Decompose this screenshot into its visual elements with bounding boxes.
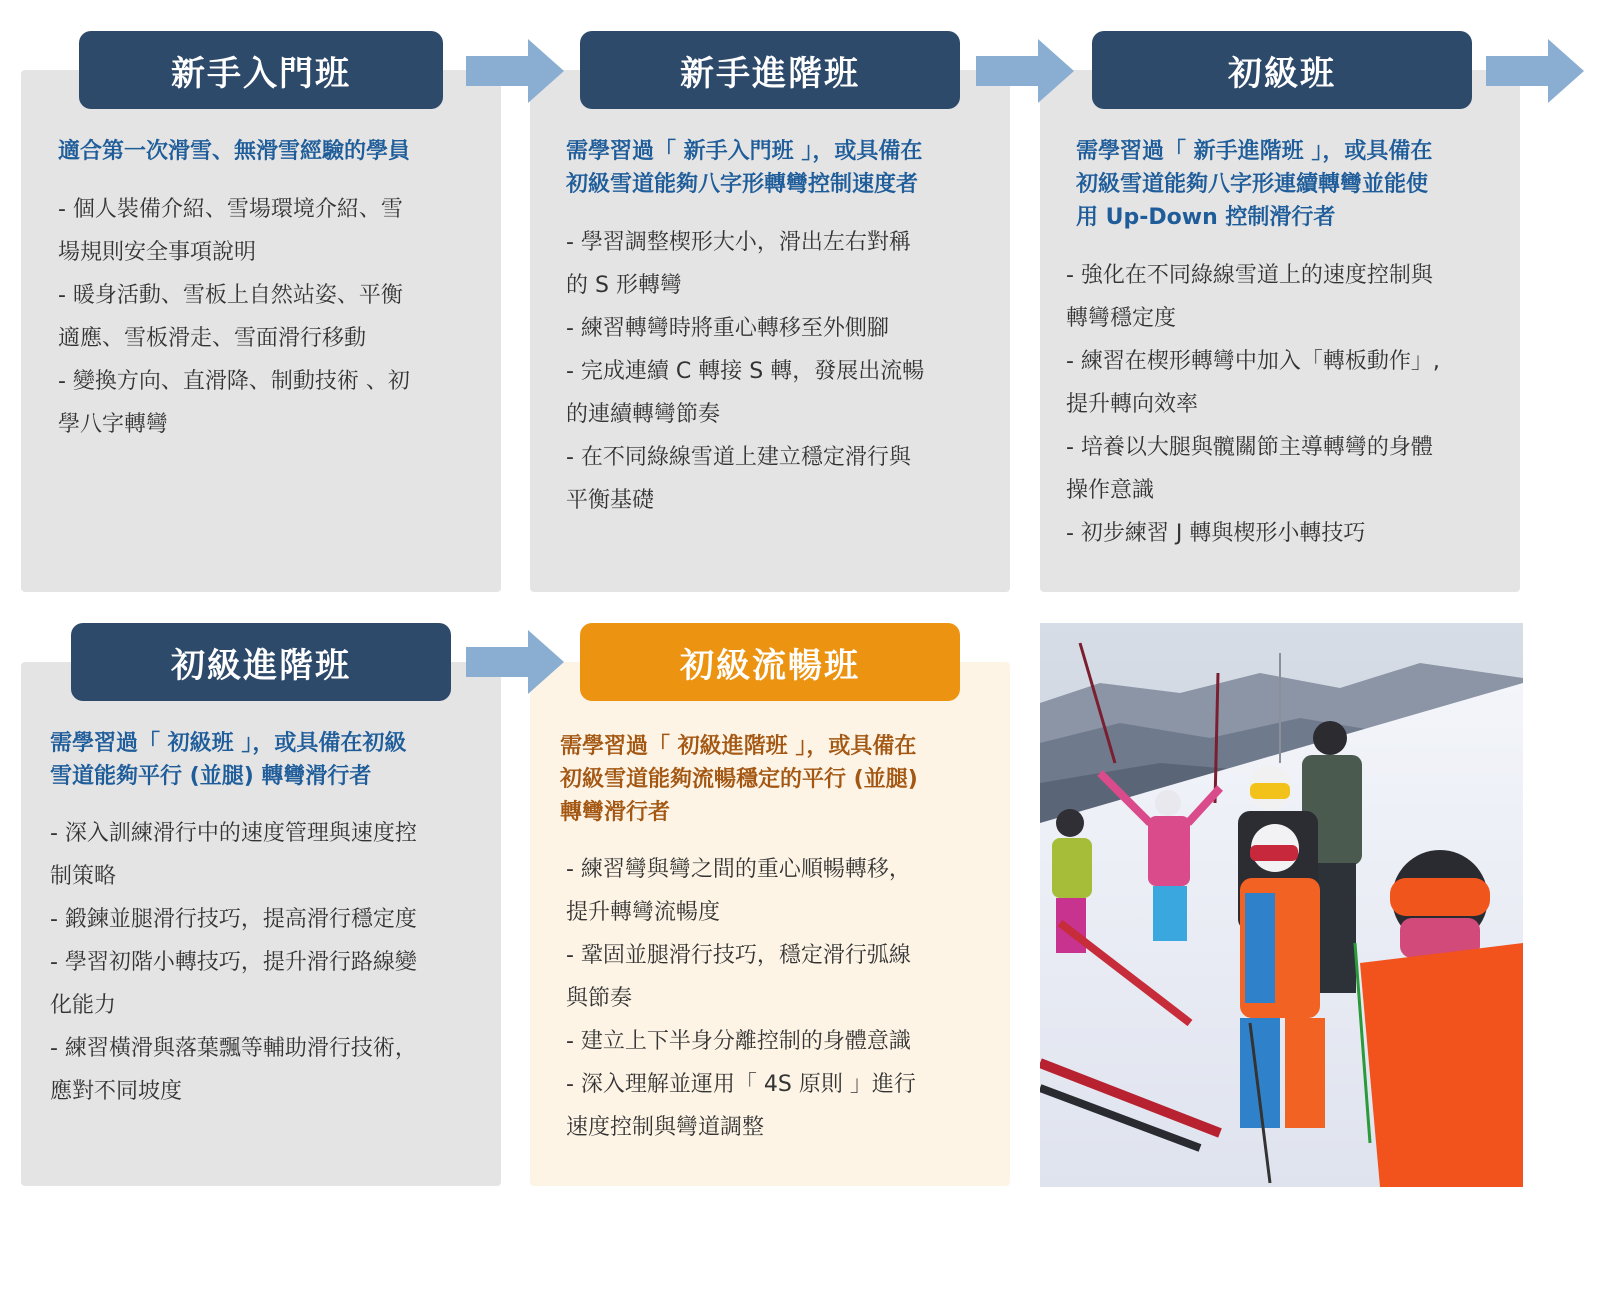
- course-items: [1066, 254, 1506, 555]
- list-item: - 建立上下半身分離控制的身體意識: [566, 1029, 911, 1054]
- list-item: 應對不同坡度: [50, 1079, 183, 1104]
- list-item: - 完成連續 C 轉接 S 轉，發展出流暢: [566, 359, 925, 384]
- list-item: - 深入理解並運用「 4S 原則 」進行: [566, 1072, 916, 1097]
- list-item: - 個人裝備介紹、雪場環境介紹、雪: [58, 197, 403, 222]
- list-item: 化能力: [50, 993, 117, 1018]
- arrow-right-icon: [466, 39, 564, 103]
- ski-group-photo: [1040, 623, 1523, 1187]
- course-title-2: 新手進階班: [580, 31, 960, 109]
- list-item: - 培養以大腿與髖關節主導轉彎的身體: [1066, 435, 1433, 460]
- arrow-right-icon: [466, 630, 564, 694]
- course-items: [566, 848, 1006, 1149]
- course-items: [58, 188, 488, 446]
- course-title-4: 初級進階班: [71, 623, 451, 701]
- course-title-3: 初級班: [1092, 31, 1472, 109]
- course-requirement: 需學習過「 初級班 」，或具備在初級 雪道能夠平行 (並腿) 轉彎滑行者: [50, 731, 407, 789]
- course-title-5: 初級流暢班: [580, 623, 960, 701]
- list-item: 提升轉彎流暢度: [566, 900, 721, 925]
- list-item: - 暖身活動、雪板上自然站姿、平衡: [58, 283, 403, 308]
- list-item: - 學習調整楔形大小，滑出左右對稱: [566, 230, 911, 255]
- list-item: 轉彎穩定度: [1066, 306, 1177, 331]
- list-item: 學八字轉彎: [58, 412, 169, 437]
- course-requirement: 適合第一次滑雪、無滑雪經驗的學員: [58, 139, 411, 164]
- list-item: 適應、雪板滑走、雪面滑行移動: [58, 326, 367, 351]
- list-item: - 強化在不同綠線雪道上的速度控制與: [1066, 263, 1433, 288]
- list-item: - 鍛鍊並腿滑行技巧，提高滑行穩定度: [50, 907, 417, 932]
- list-item: 場規則安全事項說明: [58, 240, 257, 265]
- course-requirement: 需學習過「 初級進階班 」，或具備在 初級雪道能夠流暢穩定的平行 (並腿) 轉彎滑行者: [560, 734, 918, 825]
- list-item: - 初步練習 J 轉與楔形小轉技巧: [1066, 521, 1366, 546]
- list-item: - 鞏固並腿滑行技巧，穩定滑行弧線: [566, 943, 911, 968]
- list-item: 操作意識: [1066, 478, 1155, 503]
- course-items: [566, 221, 996, 522]
- list-item: 的連續轉彎節奏: [566, 402, 721, 427]
- list-item: 提升轉向效率: [1066, 392, 1199, 417]
- ski-scene-illustration: [1040, 623, 1523, 1187]
- arrow-right-icon: [976, 39, 1074, 103]
- list-item: - 練習轉彎時將重心轉移至外側腳: [566, 316, 889, 341]
- list-item: - 練習在楔形轉彎中加入「轉板動作」,: [1066, 349, 1440, 374]
- list-item: 的 S 形轉彎: [566, 273, 682, 298]
- list-item: - 練習橫滑與落葉飄等輔助滑行技術，: [50, 1036, 417, 1061]
- list-item: - 學習初階小轉技巧，提升滑行路線變: [50, 950, 417, 975]
- list-item: 速度控制與彎道調整: [566, 1115, 765, 1140]
- course-items: [50, 812, 500, 1113]
- course-title-1: 新手入門班: [79, 31, 443, 109]
- list-item: - 深入訓練滑行中的速度管理與速度控: [50, 821, 417, 846]
- list-item: - 變換方向、直滑降、制動技術 、初: [58, 369, 410, 394]
- list-item: 平衡基礎: [566, 488, 655, 513]
- course-requirement: 需學習過「 新手入門班 」，或具備在 初級雪道能夠八字形轉彎控制速度者: [566, 139, 923, 197]
- list-item: 制策略: [50, 864, 117, 889]
- arrow-right-icon: [1486, 39, 1584, 103]
- list-item: 與節奏: [566, 986, 633, 1011]
- course-requirement: 需學習過「 新手進階班 」，或具備在 初級雪道能夠八字形連續轉彎並能使 用 Up-Down 控制滑行者: [1076, 139, 1433, 230]
- list-item: - 在不同綠線雪道上建立穩定滑行與: [566, 445, 911, 470]
- list-item: - 練習彎與彎之間的重心順暢轉移，: [566, 857, 911, 882]
